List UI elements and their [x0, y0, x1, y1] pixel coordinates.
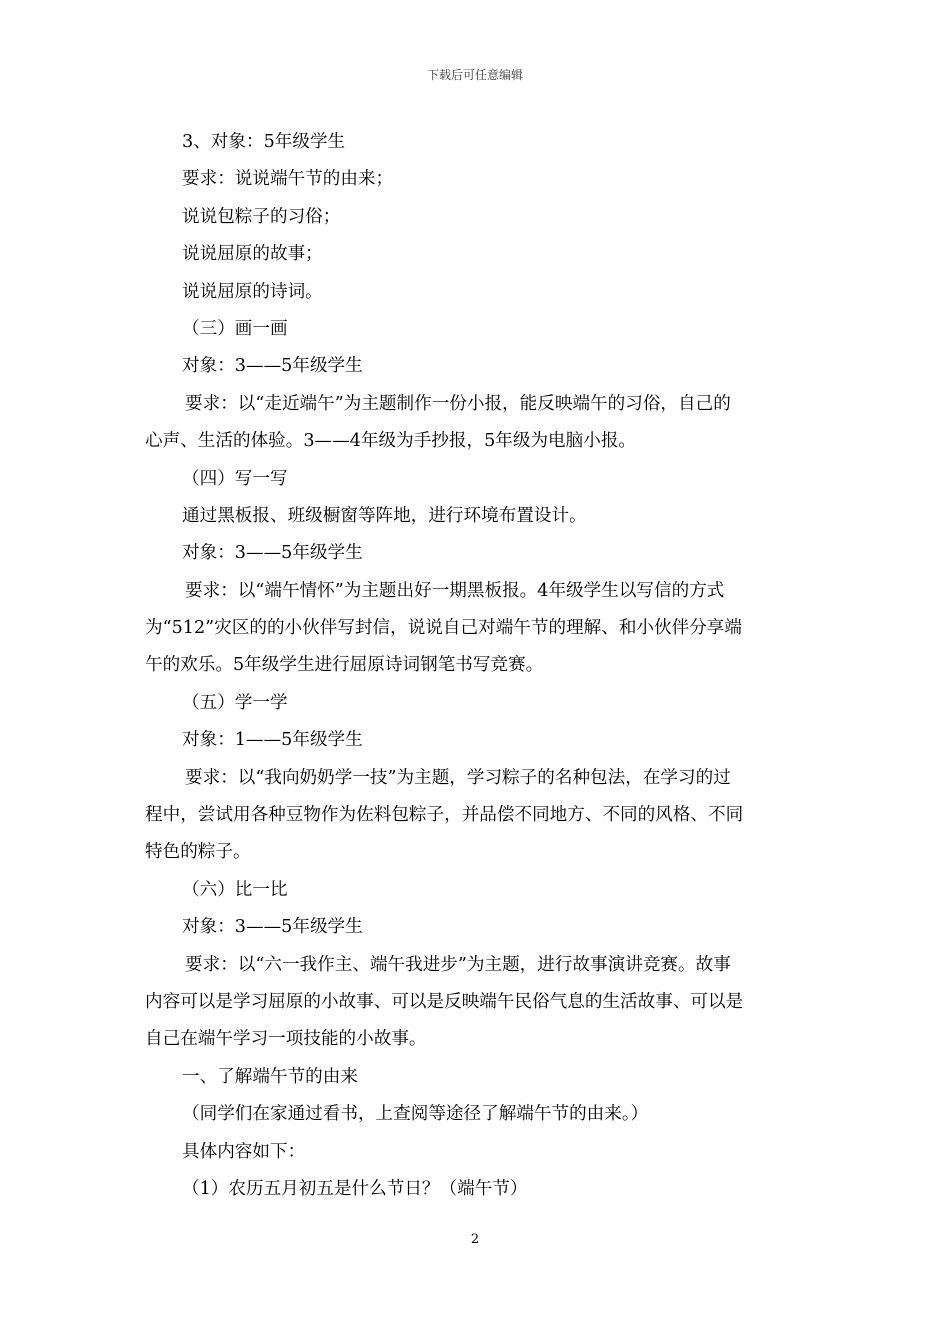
- text-line: 要求：以“端午情怀”为主题出好一期黑板报。4年级学生以写信的方式: [185, 580, 725, 601]
- text-line: 为“512”灾区的的小伙伴写封信，说说自己对端午节的理解、和小伙伴分享端: [145, 618, 742, 639]
- text-line: 要求：以“走近端午”为主题制作一份小报，能反映端午的习俗，自己的: [185, 393, 731, 414]
- text-line: 特色的粽子。: [145, 842, 251, 863]
- section-heading: （六）比一比: [182, 879, 288, 900]
- text-line: 心声、生活的体验。3——4年级为手抄报，5年级为电脑小报。: [145, 431, 637, 452]
- text-line: 要求：以“我向奶奶学一技”为主题，学习粽子的名种包法，在学习的过: [185, 767, 731, 788]
- page-number: 2: [470, 1232, 480, 1247]
- text-line: 3、对象：5年级学生: [182, 132, 346, 152]
- text-line: 自己在端午学习一项技能的小故事。: [145, 1029, 427, 1050]
- section-heading: （三）画一画: [182, 318, 288, 339]
- text-line: 说说屈原的故事；: [182, 244, 323, 265]
- text-line: 程中，尝试用各种豆物作为佐料包粽子，并品偿不同地方、不同的风格、不同: [145, 805, 744, 826]
- page-header: 下载后可任意编辑: [426, 68, 523, 82]
- text-line: 对象：3——5年级学生: [182, 917, 363, 938]
- text-line: （同学们在家通过看书，上查阅等途径了解端午节的由来。）: [182, 1104, 649, 1125]
- text-line: 对象：1——5年级学生: [182, 730, 363, 751]
- text-line: 说说包粽子的习俗；: [182, 206, 341, 227]
- text-line: 对象：3——5年级学生: [182, 543, 363, 564]
- text-line: 具体内容如下：: [182, 1141, 306, 1162]
- document-body: [145, 124, 807, 1208]
- text-line: 通过黑板报、班级橱窗等阵地，进行环境布置设计。: [182, 505, 587, 526]
- section-heading: （五）学一学: [182, 692, 288, 713]
- section-heading: 一、了解端午节的由来: [182, 1066, 358, 1087]
- text-line: 要求：说说端午节的由来；: [182, 169, 394, 190]
- text-line: 午的欢乐。5年级学生进行屈原诗词钢笔书写竞赛。: [145, 655, 544, 676]
- text-line: （1）农历五月初五是什么节日？（端午节）: [182, 1178, 528, 1199]
- text-line: 内容可以是学习屈原的小故事、可以是反映端午民俗气息的生活故事、可以是: [145, 991, 744, 1012]
- text-line: 要求：以“六一我作主、端午我进步”为主题，进行故事演讲竞赛。故事: [185, 954, 731, 975]
- text-line: 对象：3——5年级学生: [182, 356, 363, 377]
- section-heading: （四）写一写: [182, 468, 288, 489]
- text-line: 说说屈原的诗词。: [182, 281, 323, 302]
